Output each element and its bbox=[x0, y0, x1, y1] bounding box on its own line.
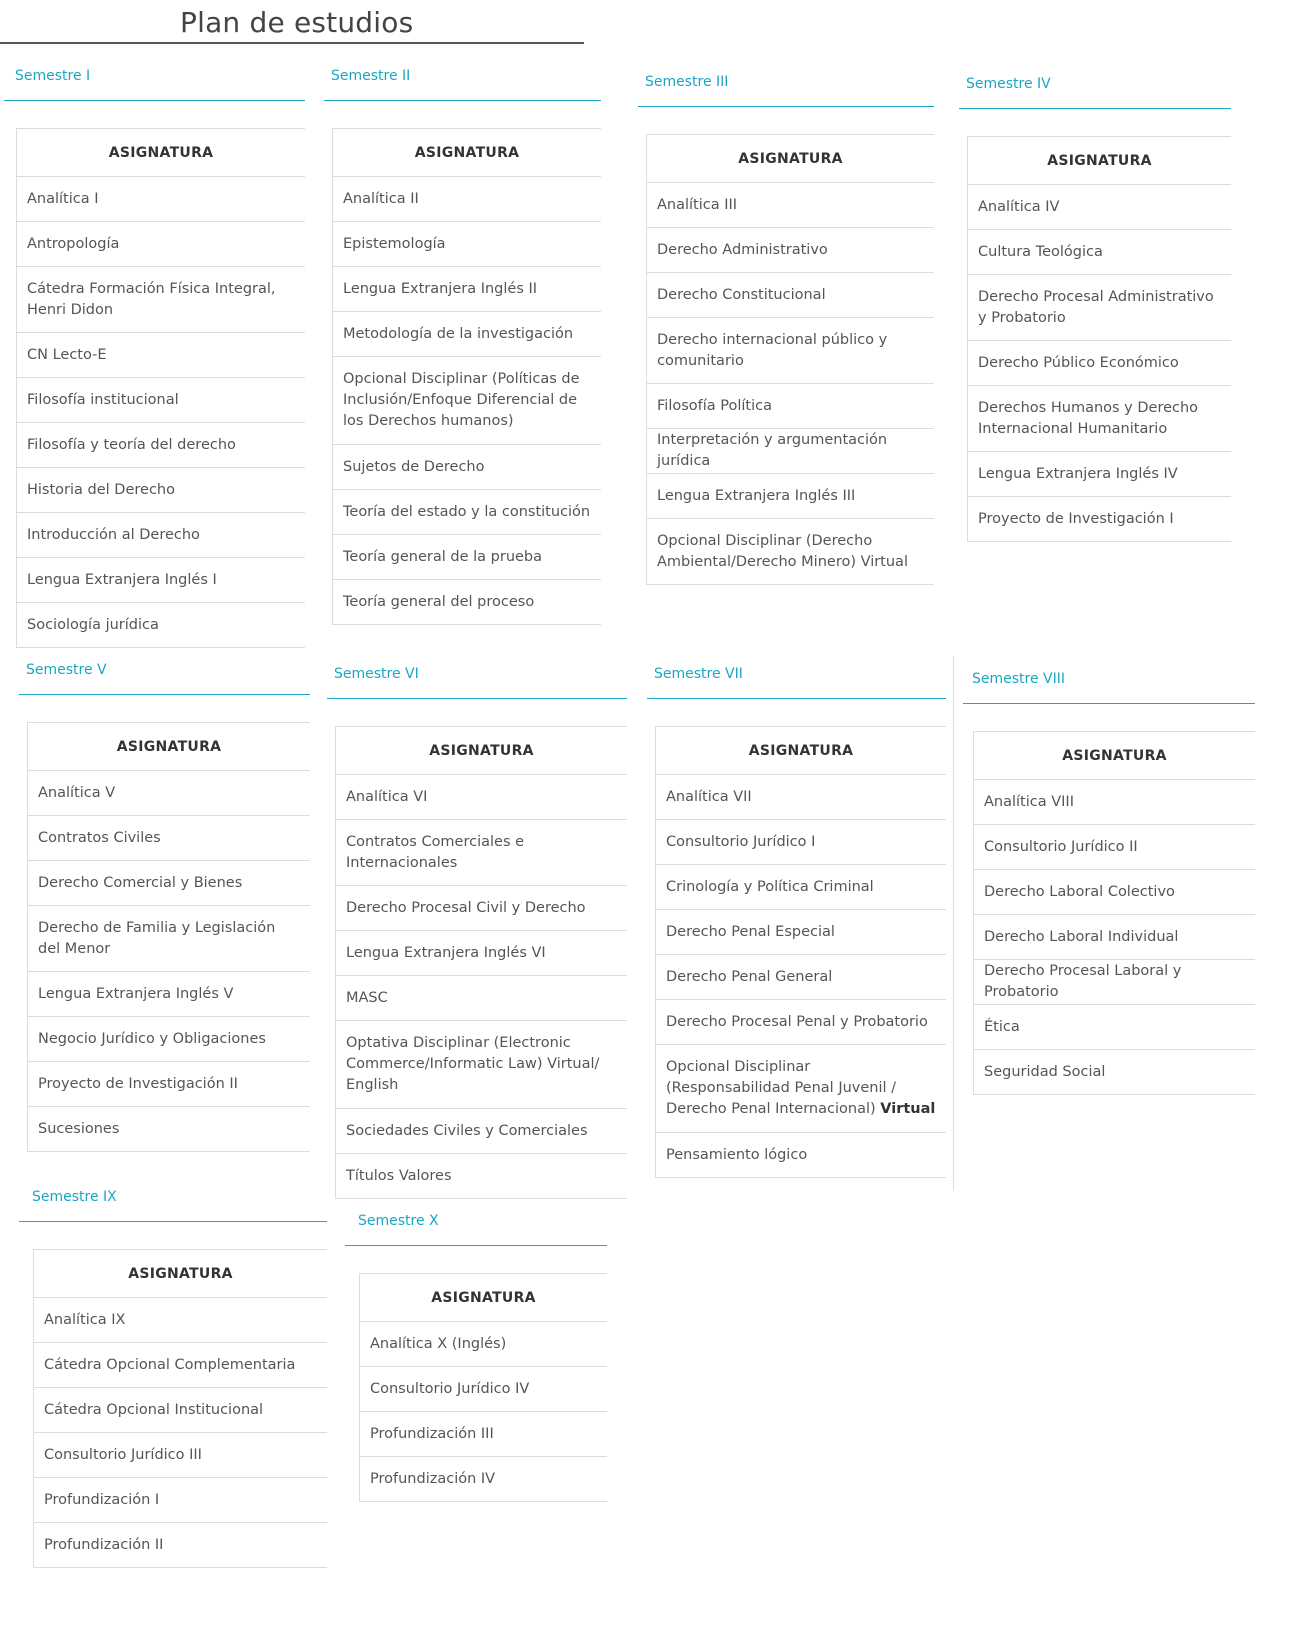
subject-name: CN Lecto-E bbox=[27, 346, 107, 363]
subject-cell bbox=[974, 960, 1256, 1005]
subject-name: Sociedades Civiles y Comerciales bbox=[346, 1122, 588, 1139]
subject-name: Negocio Jurídico y Obligaciones bbox=[38, 1030, 266, 1047]
subject-name: Cultura Teológica bbox=[978, 243, 1103, 260]
subject-name: Filosofía institucional bbox=[27, 391, 179, 408]
subjects-table-semestre-2 bbox=[332, 128, 601, 625]
table-row bbox=[647, 474, 935, 519]
subject-name: MASC bbox=[346, 989, 388, 1006]
subject-cell bbox=[647, 519, 935, 585]
table-row bbox=[28, 1017, 311, 1062]
subject-cell bbox=[656, 820, 947, 865]
table-row bbox=[974, 825, 1256, 870]
subject-name: Consultorio Jurídico IV bbox=[370, 1380, 530, 1397]
subject-cell bbox=[28, 771, 311, 816]
table-row bbox=[17, 267, 306, 333]
table-row bbox=[974, 870, 1256, 915]
column-header-asignatura: ASIGNATURA bbox=[360, 1274, 608, 1322]
subject-name: Teoría general de la prueba bbox=[343, 548, 543, 565]
subject-name: Metodología de la investigación bbox=[343, 325, 574, 342]
subject-cell bbox=[968, 230, 1232, 275]
subject-name: Lengua Extranjera Inglés II bbox=[343, 280, 538, 297]
tab-underline bbox=[19, 1221, 327, 1222]
column-header-asignatura: ASIGNATURA bbox=[17, 129, 306, 177]
table-row bbox=[17, 177, 306, 222]
subject-name: Consultorio Jurídico I bbox=[666, 833, 816, 850]
subject-name: Analítica IX bbox=[44, 1311, 126, 1328]
subject-name: Introducción al Derecho bbox=[27, 526, 200, 543]
tab-semestre-8[interactable]: Semestre VIII bbox=[972, 671, 1066, 687]
subject-name: Proyecto de Investigación II bbox=[38, 1075, 238, 1092]
subject-cell bbox=[968, 452, 1232, 497]
subject-name: Derecho Administrativo bbox=[657, 241, 828, 258]
subject-name: Consultorio Jurídico III bbox=[44, 1446, 202, 1463]
subject-name: Lengua Extranjera Inglés V bbox=[38, 985, 234, 1002]
table-row bbox=[17, 558, 306, 603]
subject-name: Analítica V bbox=[38, 784, 116, 801]
tab-underline bbox=[327, 698, 627, 699]
table-row bbox=[28, 1062, 311, 1107]
subject-cell bbox=[360, 1457, 608, 1502]
table-row bbox=[360, 1412, 608, 1457]
subject-name: Derecho Laboral Colectivo bbox=[984, 883, 1175, 900]
subject-name: Opcional Disciplinar (Políticas de Inclusión/Enfoque Diferencial de los Derechos humanos) bbox=[343, 371, 580, 429]
table-row bbox=[656, 820, 947, 865]
subject-name: Derecho Comercial y Bienes bbox=[38, 874, 243, 891]
subjects-table-semestre-8 bbox=[973, 731, 1255, 1095]
subject-cell bbox=[647, 384, 935, 429]
subject-name: Sucesiones bbox=[38, 1120, 120, 1137]
subject-name: Analítica II bbox=[343, 190, 419, 207]
subject-cell bbox=[28, 1017, 311, 1062]
tab-semestre-9[interactable]: Semestre IX bbox=[32, 1189, 117, 1205]
tab-semestre-10[interactable]: Semestre X bbox=[358, 1213, 439, 1229]
subject-cell bbox=[360, 1367, 608, 1412]
tab-semestre-7[interactable]: Semestre VII bbox=[654, 666, 743, 682]
table-row bbox=[28, 1107, 311, 1152]
table-row bbox=[968, 497, 1232, 542]
table-row bbox=[333, 445, 602, 490]
table-row bbox=[968, 452, 1232, 497]
subject-cell bbox=[333, 445, 602, 490]
column-header-asignatura: ASIGNATURA bbox=[974, 732, 1256, 780]
subject-cell bbox=[17, 603, 306, 648]
subject-name: Lengua Extranjera Inglés I bbox=[27, 571, 217, 588]
subject-name: Consultorio Jurídico II bbox=[984, 838, 1138, 855]
subject-cell bbox=[656, 1000, 947, 1045]
tab-underline bbox=[19, 694, 310, 695]
subject-name: Contratos Civiles bbox=[38, 829, 161, 846]
table-row bbox=[974, 1050, 1256, 1095]
column-divider bbox=[953, 656, 954, 1191]
subject-name: Derecho Constitucional bbox=[657, 286, 826, 303]
subject-name: Antropología bbox=[27, 235, 120, 252]
subject-cell bbox=[336, 1021, 628, 1109]
subject-name: Títulos Valores bbox=[346, 1167, 452, 1184]
subject-name: Profundización II bbox=[44, 1536, 164, 1553]
subject-name: Teoría general del proceso bbox=[343, 593, 535, 610]
table-row bbox=[17, 333, 306, 378]
table-row bbox=[17, 378, 306, 423]
subject-name: Contratos Comerciales e Internacionales bbox=[346, 833, 525, 871]
subject-cell bbox=[34, 1298, 328, 1343]
table-row bbox=[34, 1343, 328, 1388]
table-row bbox=[336, 886, 628, 931]
tab-underline bbox=[638, 106, 934, 107]
table-row bbox=[333, 177, 602, 222]
subject-name: Crinología y Política Criminal bbox=[666, 878, 874, 895]
table-row bbox=[656, 1133, 947, 1178]
subject-name: Opcional Disciplinar (Responsabilidad Penal Juvenil / Derecho Penal Internacional) bbox=[666, 1059, 897, 1117]
table-row bbox=[968, 275, 1232, 341]
table-row bbox=[333, 357, 602, 445]
subject-cell bbox=[17, 378, 306, 423]
subject-cell bbox=[333, 222, 602, 267]
subject-name: Filosofía y teoría del derecho bbox=[27, 436, 236, 453]
table-row bbox=[336, 1021, 628, 1109]
table-row bbox=[17, 513, 306, 558]
subject-cell bbox=[336, 1154, 628, 1199]
subject-cell bbox=[336, 886, 628, 931]
table-row bbox=[336, 931, 628, 976]
column-header-asignatura: ASIGNATURA bbox=[34, 1250, 328, 1298]
subject-name: Historia del Derecho bbox=[27, 481, 175, 498]
subject-cell bbox=[974, 915, 1256, 960]
subject-name: Filosofía Política bbox=[657, 397, 772, 414]
subject-cell bbox=[968, 185, 1232, 230]
subject-name: Teoría del estado y la constitución bbox=[343, 503, 591, 520]
table-row bbox=[336, 1109, 628, 1154]
subject-name: Lengua Extranjera Inglés VI bbox=[346, 944, 546, 961]
table-row bbox=[974, 960, 1256, 1005]
subject-name: Derecho de Familia y Legislación del Menor bbox=[38, 919, 276, 957]
table-row bbox=[28, 972, 311, 1017]
table-row bbox=[17, 603, 306, 648]
table-row bbox=[656, 775, 947, 820]
table-row bbox=[17, 423, 306, 468]
table-row bbox=[34, 1433, 328, 1478]
page-title: Plan de estudios bbox=[180, 6, 414, 39]
tab-underline bbox=[959, 108, 1231, 109]
subject-name: Interpretación y argumentación jurídica bbox=[657, 432, 888, 469]
table-row bbox=[28, 771, 311, 816]
subject-name: Derechos Humanos y Derecho Internacional Humanitario bbox=[978, 399, 1199, 437]
subject-name: Analítica VIII bbox=[984, 793, 1074, 810]
subject-name: Optativa Disciplinar (Electronic Commerce/Informatic Law) Virtual/ English bbox=[346, 1035, 600, 1093]
table-row bbox=[28, 861, 311, 906]
table-row bbox=[333, 267, 602, 312]
table-row bbox=[333, 222, 602, 267]
table-row bbox=[17, 468, 306, 513]
table-row bbox=[28, 816, 311, 861]
table-row bbox=[360, 1322, 608, 1367]
subject-name: Derecho internacional público y comunitario bbox=[657, 331, 888, 369]
subjects-table-semestre-5 bbox=[27, 722, 310, 1152]
subject-cell bbox=[656, 865, 947, 910]
table-row bbox=[647, 183, 935, 228]
subject-cell bbox=[968, 341, 1232, 386]
table-row bbox=[333, 312, 602, 357]
subject-cell bbox=[647, 474, 935, 519]
subject-name: Lengua Extranjera Inglés IV bbox=[978, 465, 1178, 482]
table-row bbox=[968, 341, 1232, 386]
column-header-asignatura: ASIGNATURA bbox=[656, 727, 947, 775]
table-row bbox=[968, 230, 1232, 275]
subject-name: Derecho Procesal Administrativo y Probatorio bbox=[978, 288, 1214, 326]
subject-name: Epistemología bbox=[343, 235, 446, 252]
subject-name: Analítica IV bbox=[978, 198, 1060, 215]
table-row bbox=[656, 865, 947, 910]
subject-name: Sujetos de Derecho bbox=[343, 458, 485, 475]
table-row bbox=[333, 490, 602, 535]
subject-cell bbox=[968, 497, 1232, 542]
subject-cell bbox=[968, 275, 1232, 341]
subject-cell bbox=[34, 1343, 328, 1388]
subject-cell bbox=[17, 267, 306, 333]
tab-semestre-3[interactable]: Semestre III bbox=[645, 74, 729, 90]
subject-cell bbox=[333, 535, 602, 580]
subject-cell bbox=[647, 183, 935, 228]
subject-cell bbox=[360, 1322, 608, 1367]
subject-cell bbox=[34, 1433, 328, 1478]
subject-cell bbox=[656, 955, 947, 1000]
subjects-table-semestre-9 bbox=[33, 1249, 327, 1568]
subject-cell bbox=[333, 312, 602, 357]
subjects-table-semestre-1 bbox=[16, 128, 305, 648]
subject-cell bbox=[647, 273, 935, 318]
subject-cell bbox=[974, 870, 1256, 915]
subject-cell bbox=[17, 558, 306, 603]
subject-cell bbox=[34, 1478, 328, 1523]
table-row bbox=[656, 1045, 947, 1133]
subject-name: Cátedra Opcional Institucional bbox=[44, 1401, 264, 1418]
column-header-asignatura: ASIGNATURA bbox=[336, 727, 628, 775]
table-row bbox=[34, 1523, 328, 1568]
table-row bbox=[336, 1154, 628, 1199]
table-row bbox=[17, 222, 306, 267]
table-row bbox=[34, 1298, 328, 1343]
subject-name: Derecho Penal Especial bbox=[666, 923, 835, 940]
subjects-table-semestre-4 bbox=[967, 136, 1231, 542]
table-row bbox=[336, 820, 628, 886]
subject-cell bbox=[17, 333, 306, 378]
table-row bbox=[974, 915, 1256, 960]
tab-semestre-5[interactable]: Semestre V bbox=[26, 662, 107, 678]
title-underline bbox=[0, 42, 584, 44]
subject-name: Seguridad Social bbox=[984, 1063, 1106, 1080]
table-row bbox=[336, 976, 628, 1021]
table-row bbox=[647, 519, 935, 585]
subject-name: Analítica III bbox=[657, 196, 738, 213]
subject-cell bbox=[28, 906, 311, 972]
subject-cell bbox=[333, 267, 602, 312]
subject-cell bbox=[647, 228, 935, 273]
subject-cell bbox=[656, 1045, 947, 1133]
table-row bbox=[968, 185, 1232, 230]
subject-cell bbox=[336, 775, 628, 820]
table-row bbox=[974, 780, 1256, 825]
subject-name: Pensamiento lógico bbox=[666, 1146, 808, 1163]
subject-cell bbox=[28, 1107, 311, 1152]
subject-name: Cátedra Opcional Complementaria bbox=[44, 1356, 296, 1373]
subject-name: Cátedra Formación Física Integral, Henri Didon bbox=[27, 280, 276, 318]
subject-name: Analítica I bbox=[27, 190, 99, 207]
subject-cell bbox=[333, 490, 602, 535]
subjects-table-semestre-10 bbox=[359, 1273, 607, 1502]
subject-name: Sociología jurídica bbox=[27, 616, 159, 633]
table-row bbox=[336, 775, 628, 820]
subject-cell bbox=[974, 1005, 1256, 1050]
subject-cell bbox=[974, 1050, 1256, 1095]
subject-cell bbox=[17, 423, 306, 468]
tab-semestre-1[interactable]: Semestre I bbox=[15, 68, 91, 84]
subject-cell bbox=[647, 429, 935, 474]
subject-name: Profundización IV bbox=[370, 1470, 496, 1487]
subject-name: Derecho Procesal Laboral y Probatorio bbox=[984, 963, 1182, 1000]
column-header-asignatura: ASIGNATURA bbox=[968, 137, 1232, 185]
table-row bbox=[34, 1478, 328, 1523]
table-row bbox=[333, 535, 602, 580]
subject-name: Analítica VI bbox=[346, 788, 428, 805]
subject-cell bbox=[656, 775, 947, 820]
subject-cell bbox=[333, 357, 602, 445]
subject-cell bbox=[34, 1523, 328, 1568]
subject-cell bbox=[17, 468, 306, 513]
tab-underline bbox=[345, 1245, 607, 1246]
table-row bbox=[656, 910, 947, 955]
tab-semestre-2[interactable]: Semestre II bbox=[331, 68, 411, 84]
table-row bbox=[974, 1005, 1256, 1050]
subject-cell bbox=[968, 386, 1232, 452]
subject-cell bbox=[34, 1388, 328, 1433]
table-row bbox=[647, 318, 935, 384]
subject-cell bbox=[360, 1412, 608, 1457]
tab-underline bbox=[324, 100, 601, 101]
table-row bbox=[647, 429, 935, 474]
subject-cell bbox=[647, 318, 935, 384]
table-row bbox=[28, 906, 311, 972]
subject-cell bbox=[336, 931, 628, 976]
table-row bbox=[647, 273, 935, 318]
table-row bbox=[656, 955, 947, 1000]
table-row bbox=[360, 1457, 608, 1502]
subject-name: Derecho Penal General bbox=[666, 968, 833, 985]
subject-cell bbox=[974, 780, 1256, 825]
table-row bbox=[34, 1388, 328, 1433]
subject-name: Analítica X (Inglés) bbox=[370, 1335, 507, 1352]
subject-cell bbox=[336, 1109, 628, 1154]
subject-cell bbox=[656, 910, 947, 955]
column-header-asignatura: ASIGNATURA bbox=[647, 135, 935, 183]
subject-cell bbox=[28, 972, 311, 1017]
table-row bbox=[656, 1000, 947, 1045]
tab-underline bbox=[963, 703, 1255, 704]
subject-cell bbox=[333, 177, 602, 222]
column-header-asignatura: ASIGNATURA bbox=[333, 129, 602, 177]
subject-cell bbox=[28, 816, 311, 861]
subject-name: Derecho Laboral Individual bbox=[984, 928, 1179, 945]
subject-name: Opcional Disciplinar (Derecho Ambiental/Derecho Minero) Virtual bbox=[657, 532, 908, 570]
subject-cell bbox=[656, 1133, 947, 1178]
subject-cell bbox=[17, 222, 306, 267]
subject-name: Derecho Procesal Penal y Probatorio bbox=[666, 1013, 928, 1030]
table-row bbox=[360, 1367, 608, 1412]
subject-name: Proyecto de Investigación I bbox=[978, 510, 1174, 527]
subject-name: Ética bbox=[984, 1018, 1020, 1035]
subject-cell bbox=[336, 820, 628, 886]
column-header-asignatura: ASIGNATURA bbox=[28, 723, 311, 771]
subject-name: Profundización I bbox=[44, 1491, 160, 1508]
tab-semestre-4[interactable]: Semestre IV bbox=[966, 76, 1051, 92]
table-row bbox=[647, 228, 935, 273]
table-row bbox=[333, 580, 602, 625]
subjects-table-semestre-7 bbox=[655, 726, 946, 1178]
subject-cell bbox=[28, 861, 311, 906]
tab-semestre-6[interactable]: Semestre VI bbox=[334, 666, 419, 682]
subject-name: Derecho Público Económico bbox=[978, 354, 1179, 371]
subject-cell bbox=[28, 1062, 311, 1107]
table-row bbox=[968, 386, 1232, 452]
subject-cell bbox=[333, 580, 602, 625]
tab-underline bbox=[4, 100, 305, 101]
subject-name: Profundización III bbox=[370, 1425, 494, 1442]
table-row bbox=[647, 384, 935, 429]
modality-tag: Virtual bbox=[880, 1101, 936, 1117]
subject-cell bbox=[336, 976, 628, 1021]
tab-underline bbox=[647, 698, 946, 699]
subject-cell bbox=[17, 513, 306, 558]
subject-cell bbox=[17, 177, 306, 222]
subjects-table-semestre-6 bbox=[335, 726, 627, 1199]
subject-name: Analítica VII bbox=[666, 788, 752, 805]
subject-name: Derecho Procesal Civil y Derecho bbox=[346, 899, 586, 916]
subject-name: Lengua Extranjera Inglés III bbox=[657, 487, 856, 504]
subject-cell bbox=[974, 825, 1256, 870]
subjects-table-semestre-3 bbox=[646, 134, 934, 585]
